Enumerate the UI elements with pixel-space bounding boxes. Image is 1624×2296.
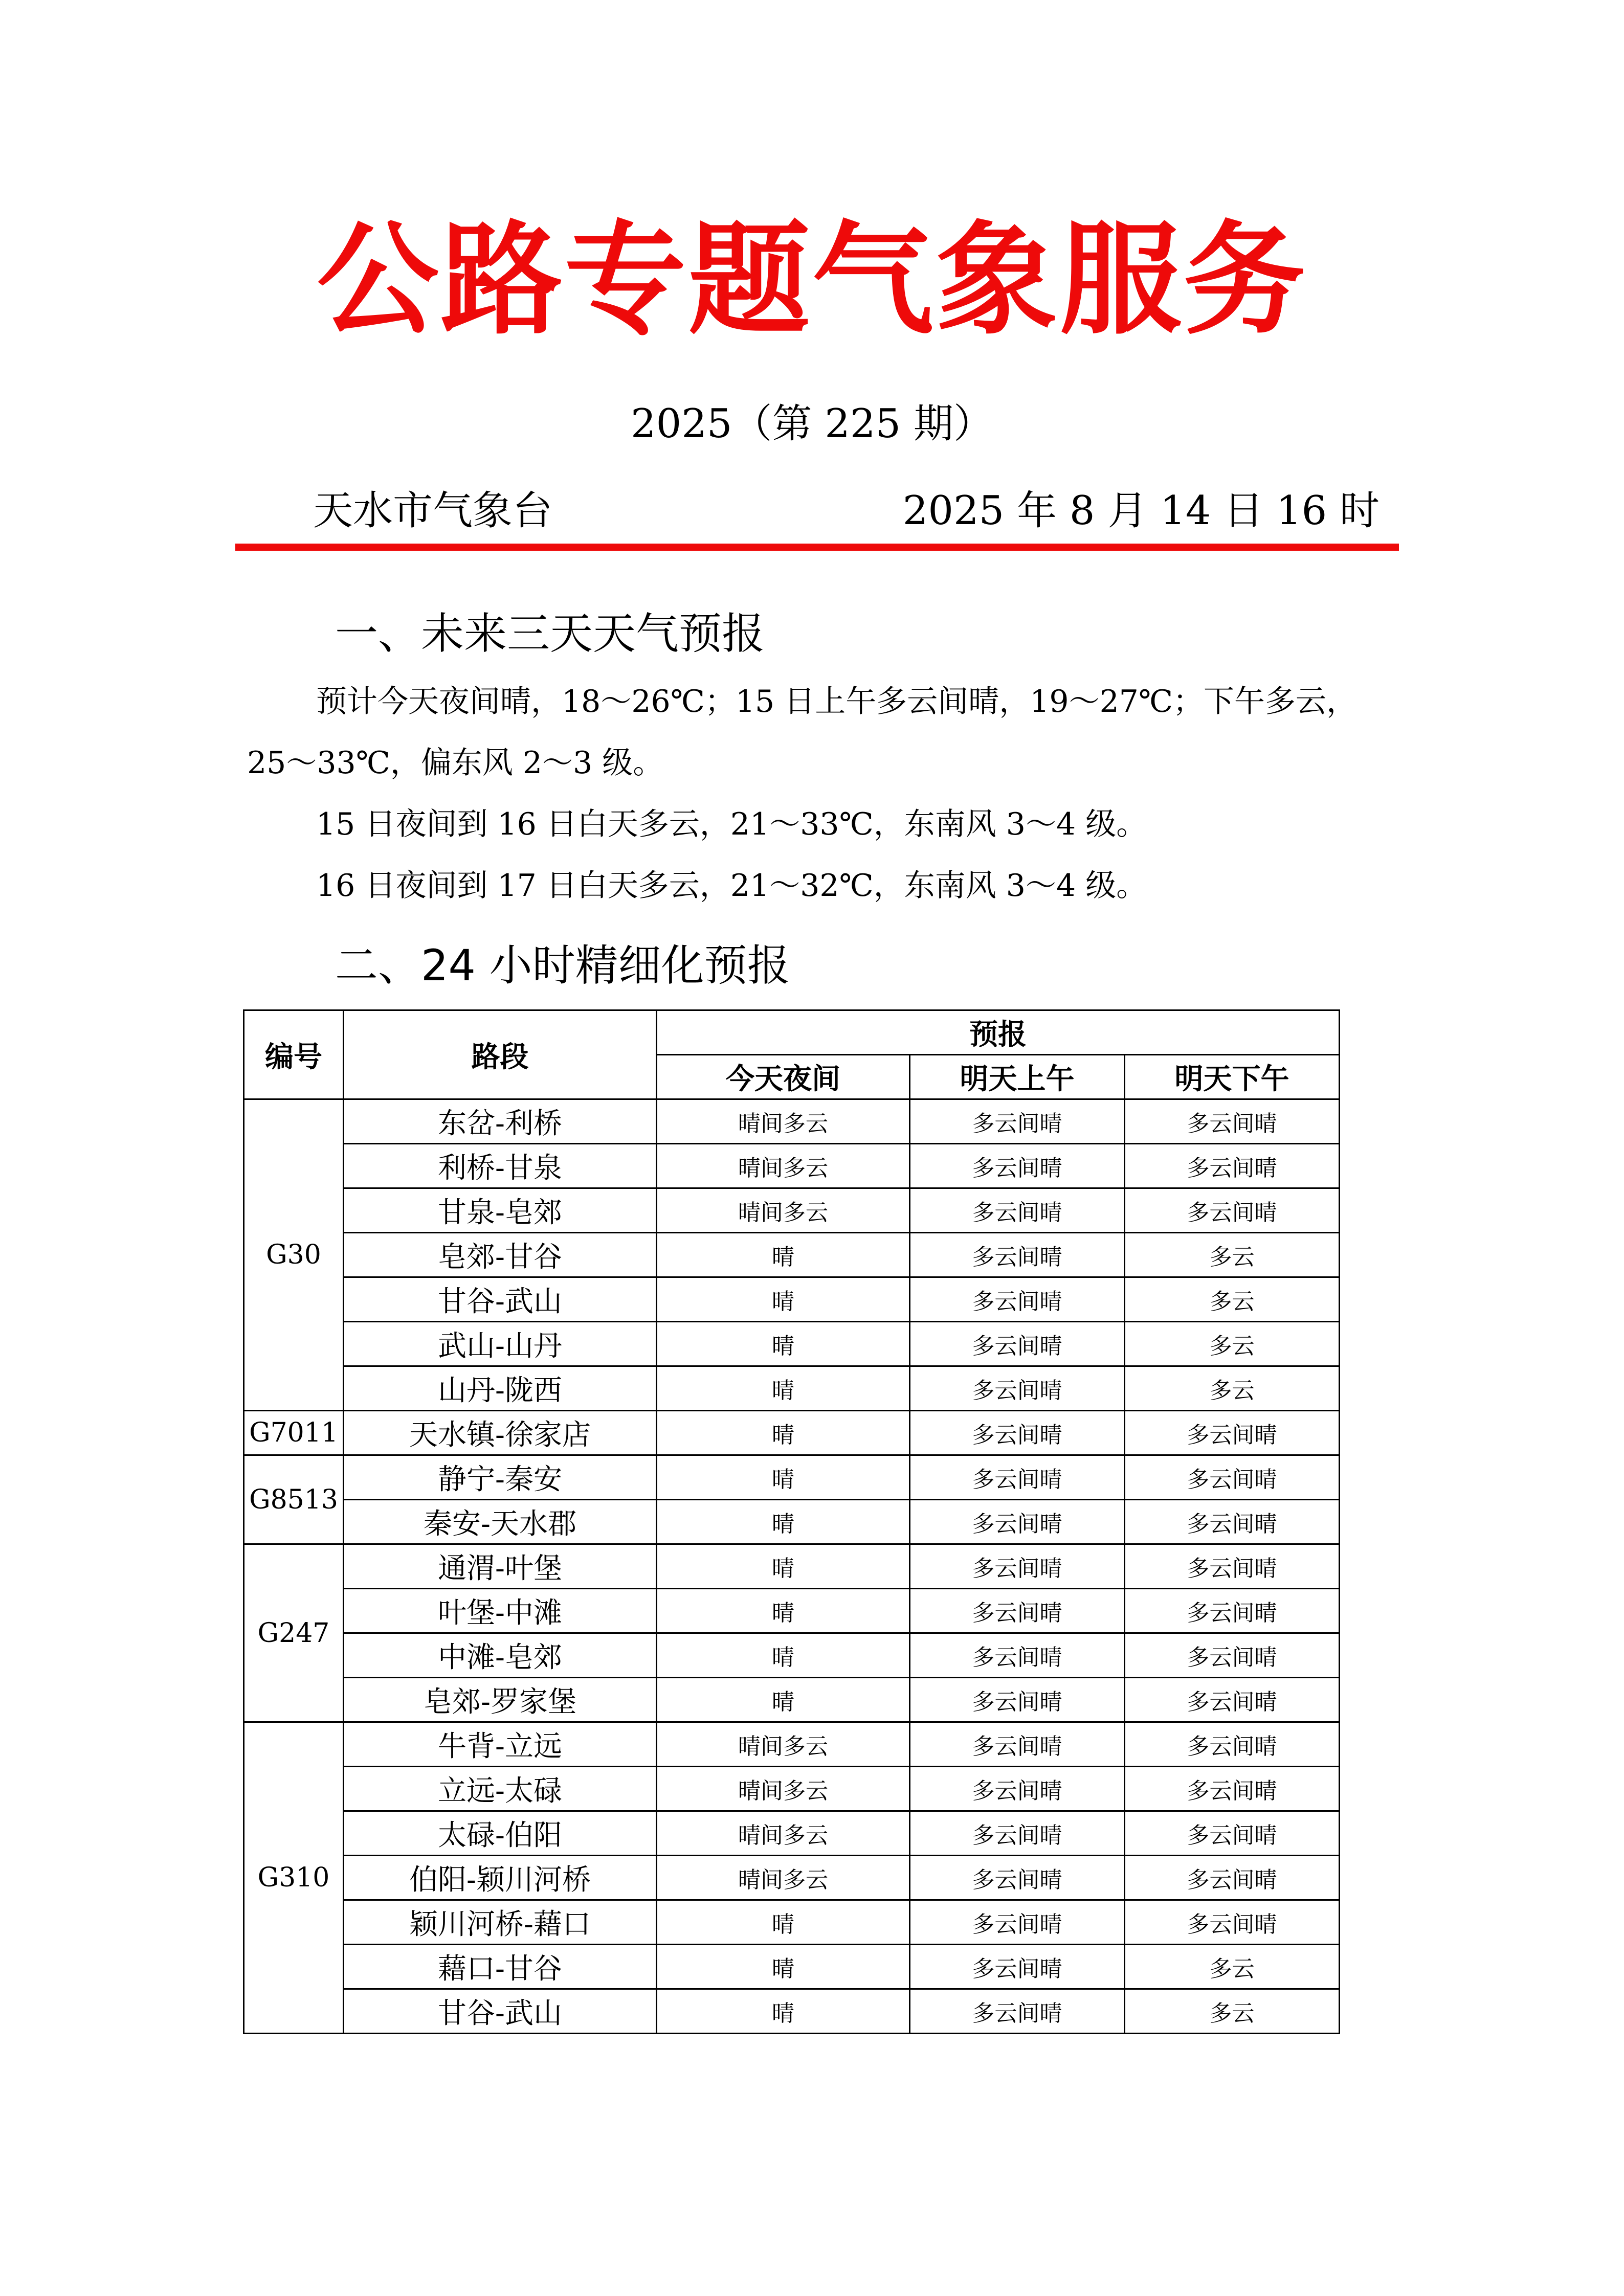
issue-number: 2025（第 225 期）: [631, 401, 993, 447]
table-row: [244, 1900, 1340, 1945]
table-row: [244, 1989, 1340, 2034]
weather-tonight: 晴: [657, 1589, 910, 1633]
weather-tonight: 晴: [657, 1945, 910, 1989]
weather-tonight: 晴: [657, 1366, 910, 1411]
weather-tonight: 晴间多云: [657, 1099, 910, 1144]
weather-tonight: 晴: [657, 1455, 910, 1500]
road-code: G247: [244, 1544, 344, 1722]
weather-am: 多云间晴: [910, 1233, 1125, 1277]
forecast-paragraph-line: 25～33℃，偏东风 2～3 级。: [247, 745, 664, 781]
road-segment: 甘泉-皂郊: [344, 1188, 657, 1233]
road-code: G7011: [244, 1411, 344, 1455]
forecast-paragraph-line: 16 日夜间到 17 日白天多云，21～32℃，东南风 3～4 级。: [316, 868, 1147, 904]
table-row: [244, 1366, 1340, 1411]
weather-pm: 多云间晴: [1125, 1188, 1340, 1233]
table-row: [244, 1722, 1340, 1767]
weather-am: 多云间晴: [910, 1277, 1125, 1322]
weather-pm: 多云: [1125, 1945, 1340, 1989]
road-segment: 皂郊-罗家堡: [344, 1678, 657, 1722]
weather-pm: 多云间晴: [1125, 1411, 1340, 1455]
weather-pm: 多云间晴: [1125, 1856, 1340, 1900]
table-row: [244, 1633, 1340, 1678]
weather-am: 多云间晴: [910, 1811, 1125, 1856]
table-row: [244, 1767, 1340, 1811]
weather-am: 多云间晴: [910, 1856, 1125, 1900]
forecast-table: [243, 1009, 1340, 2034]
weather-pm: 多云: [1125, 1322, 1340, 1366]
weather-tonight: 晴: [657, 1277, 910, 1322]
weather-tonight: 晴: [657, 1989, 910, 2034]
weather-tonight: 晴: [657, 1411, 910, 1455]
road-segment: 颖川河桥-藉口: [344, 1900, 657, 1945]
weather-pm: 多云: [1125, 1277, 1340, 1322]
table-row: [244, 1544, 1340, 1589]
road-code: G30: [244, 1099, 344, 1411]
road-segment: 中滩-皂郊: [344, 1633, 657, 1678]
weather-pm: 多云: [1125, 1366, 1340, 1411]
road-segment: 伯阳-颖川河桥: [344, 1856, 657, 1900]
weather-tonight: 晴: [657, 1900, 910, 1945]
table-row: [244, 1144, 1340, 1188]
header-tonight: 今天夜间: [657, 1055, 910, 1099]
weather-am: 多云间晴: [910, 1722, 1125, 1767]
weather-pm: 多云间晴: [1125, 1811, 1340, 1856]
road-segment: 东岔-利桥: [344, 1099, 657, 1144]
table-row: [244, 1322, 1340, 1366]
weather-tonight: 晴间多云: [657, 1722, 910, 1767]
weather-pm: 多云: [1125, 1233, 1340, 1277]
weather-am: 多云间晴: [910, 1544, 1125, 1589]
weather-pm: 多云间晴: [1125, 1455, 1340, 1500]
weather-am: 多云间晴: [910, 1900, 1125, 1945]
forecast-paragraph-line: 预计今天夜间晴，18～26℃；15 日上午多云间晴，19～27℃；下午多云，: [316, 684, 1358, 719]
table-row: [244, 1188, 1340, 1233]
weather-am: 多云间晴: [910, 1322, 1125, 1366]
road-segment: 武山-山丹: [344, 1322, 657, 1366]
table-row: [244, 1945, 1340, 1989]
publish-date: 2025 年 8 月 14 日 16 时: [902, 488, 1380, 534]
weather-am: 多云间晴: [910, 1366, 1125, 1411]
table-row: [244, 1411, 1340, 1455]
road-segment: 通渭-叶堡: [344, 1544, 657, 1589]
table-row: [244, 1277, 1340, 1322]
weather-tonight: 晴间多云: [657, 1767, 910, 1811]
weather-tonight: 晴: [657, 1544, 910, 1589]
section-heading-forecast: 一、未来三天天气预报: [335, 609, 765, 659]
weather-tonight: 晴: [657, 1633, 910, 1678]
header-segment: 路段: [344, 1010, 657, 1099]
forecast-paragraph-line: 15 日夜间到 16 日白天多云，21～33℃，东南风 3～4 级。: [316, 806, 1147, 842]
road-code: G8513: [244, 1455, 344, 1544]
road-segment: 天水镇-徐家店: [344, 1411, 657, 1455]
weather-pm: 多云间晴: [1125, 1900, 1340, 1945]
road-segment: 立远-太碌: [344, 1767, 657, 1811]
weather-pm: 多云间晴: [1125, 1633, 1340, 1678]
road-segment: 叶堡-中滩: [344, 1589, 657, 1633]
weather-tonight: 晴间多云: [657, 1811, 910, 1856]
weather-tonight: 晴: [657, 1322, 910, 1366]
weather-pm: 多云间晴: [1125, 1589, 1340, 1633]
weather-am: 多云间晴: [910, 1767, 1125, 1811]
weather-am: 多云间晴: [910, 1099, 1125, 1144]
header-divider: [235, 544, 1399, 551]
weather-tonight: 晴间多云: [657, 1856, 910, 1900]
publisher: 天水市气象台: [313, 488, 553, 534]
road-segment: 皂郊-甘谷: [344, 1233, 657, 1277]
weather-am: 多云间晴: [910, 1455, 1125, 1500]
weather-am: 多云间晴: [910, 1500, 1125, 1544]
weather-tonight: 晴: [657, 1678, 910, 1722]
table-row: [244, 1099, 1340, 1144]
header-tomorrow-am: 明天上午: [910, 1055, 1125, 1099]
weather-tonight: 晴: [657, 1500, 910, 1544]
road-segment: 太碌-伯阳: [344, 1811, 657, 1856]
weather-tonight: 晴间多云: [657, 1144, 910, 1188]
road-segment: 静宁-秦安: [344, 1455, 657, 1500]
weather-am: 多云间晴: [910, 1188, 1125, 1233]
road-segment: 牛背-立远: [344, 1722, 657, 1767]
road-segment: 甘谷-武山: [344, 1277, 657, 1322]
road-segment: 藉口-甘谷: [344, 1945, 657, 1989]
weather-pm: 多云间晴: [1125, 1544, 1340, 1589]
table-row: [244, 1678, 1340, 1722]
weather-am: 多云间晴: [910, 1144, 1125, 1188]
header-code: 编号: [244, 1010, 344, 1099]
weather-am: 多云间晴: [910, 1989, 1125, 2034]
table-row: [244, 1811, 1340, 1856]
weather-pm: 多云间晴: [1125, 1500, 1340, 1544]
road-code: G310: [244, 1722, 344, 2034]
table-row: [244, 1589, 1340, 1633]
weather-am: 多云间晴: [910, 1411, 1125, 1455]
weather-pm: 多云间晴: [1125, 1144, 1340, 1188]
weather-pm: 多云间晴: [1125, 1099, 1340, 1144]
section-heading-detailed: 二、24 小时精细化预报: [335, 940, 790, 991]
weather-tonight: 晴间多云: [657, 1188, 910, 1233]
weather-pm: 多云间晴: [1125, 1722, 1340, 1767]
weather-am: 多云间晴: [910, 1678, 1125, 1722]
table-row: [244, 1856, 1340, 1900]
table-row: [244, 1455, 1340, 1500]
road-segment: 利桥-甘泉: [344, 1144, 657, 1188]
weather-tonight: 晴: [657, 1233, 910, 1277]
table-row: [244, 1233, 1340, 1277]
header-tomorrow-pm: 明天下午: [1125, 1055, 1340, 1099]
road-segment: 甘谷-武山: [344, 1989, 657, 2034]
weather-am: 多云间晴: [910, 1589, 1125, 1633]
road-segment: 秦安-天水郡: [344, 1500, 657, 1544]
weather-pm: 多云: [1125, 1989, 1340, 2034]
weather-am: 多云间晴: [910, 1633, 1125, 1678]
weather-pm: 多云间晴: [1125, 1678, 1340, 1722]
weather-am: 多云间晴: [910, 1945, 1125, 1989]
header-forecast: 预报: [657, 1010, 1340, 1055]
document-title: 公路专题气象服务: [317, 210, 1307, 351]
table-row: [244, 1500, 1340, 1544]
weather-pm: 多云间晴: [1125, 1767, 1340, 1811]
road-segment: 山丹-陇西: [344, 1366, 657, 1411]
